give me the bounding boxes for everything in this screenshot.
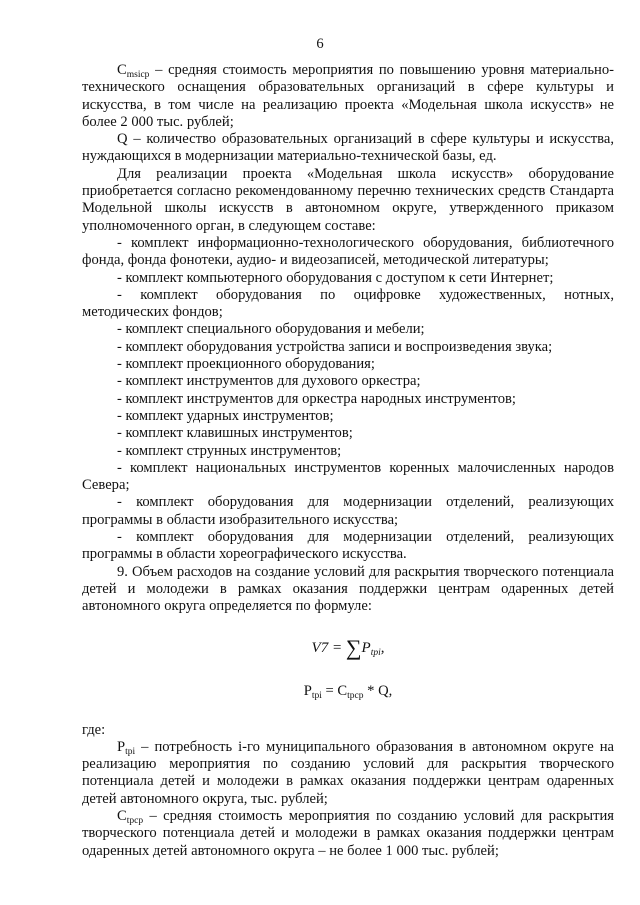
page-number: 6 [316, 36, 324, 52]
list-item: - комплект проекционного оборудования; [117, 356, 375, 373]
formula-tail: , [380, 639, 385, 656]
definition-text: – потребность i-го муниципального образования в автономном округе на реализацию мероприятия по созданию условий для раскрытия творческого потенциала детей и молодежи в рамках оказания поддержки центрам одаренных детей автономного округа, тыс. рублей; [82, 738, 614, 807]
list-item: - комплект информационно-технологического оборудования, библиотечного фонда, фонда фонотеки, аудио- и видеозаписей, методической литературы; [82, 234, 614, 269]
list-item: - комплект национальных инструментов коренных малочисленных народов Севера; [82, 459, 614, 494]
paragraph-q-definition: Q – количество образовательных организаций в сфере культуры и искусства, нуждающихся в модернизации материально-технической базы, ед. [82, 131, 614, 165]
formula-v7 [82, 626, 614, 670]
paragraph-model-school: Для реализации проекта «Модельная школа искусств» оборудование приобретается согласно рекомендованному перечню технических средств Стандарта Модельной школы искусств в автономном округе, утвержденного приказом уполномоченного орган, в следующем составе: [82, 165, 614, 234]
list-item: - комплект оборудования устройства записи и воспроизведения звука; [117, 338, 553, 355]
document-body [82, 62, 614, 860]
list-item: - комплект компьютерного оборудования с доступом к сети Интернет; [117, 269, 554, 286]
formula-p: P [303, 682, 312, 699]
list-item: - комплект специального оборудования и мебели; [117, 321, 425, 338]
subscript: msicp [126, 70, 150, 80]
list-item: - комплект инструментов для духового оркестра; [117, 373, 421, 390]
list-item: - комплект инструментов для оркестра народных инструментов; [117, 390, 516, 407]
list-item: - комплект оборудования по оцифровке художественных, нотных, методических фондов; [82, 286, 614, 321]
paragraph-ctpcp-definition [82, 808, 614, 860]
list-item: - комплект струнных инструментов; [117, 442, 342, 459]
subscript: tpi [125, 746, 136, 757]
formula-tail: * Q, [363, 682, 393, 699]
formula-subscript: tpi [370, 647, 381, 658]
list-item: - комплект ударных инструментов; [117, 407, 334, 424]
paragraph-ptpi-definition [82, 739, 614, 808]
definition-text: – средняя стоимость мероприятия по повышению уровня материально-технического оснащения образовательных организаций в сфере культуры и искусства, в том числе на реализацию проекта «Модельная школа искусств» не более 2 000 тыс. рублей; [82, 62, 614, 130]
equipment-list [82, 235, 614, 564]
formula-ptpi [82, 676, 614, 706]
paragraph-cmsicp-definition [82, 62, 614, 131]
formula-eq: = C [321, 682, 348, 699]
formula-c-subscript: tpcp [347, 690, 364, 701]
formula-p: P [361, 639, 371, 656]
symbol: C [117, 807, 127, 824]
where-label: где: [82, 721, 106, 738]
definition-text: – средняя стоимость мероприятия по созданию условий для раскрытия творческого потенциала детей и молодежи в рамках оказания поддержки центрам одаренных детей автономного округа – не более 1 000 тыс. рублей; [82, 807, 614, 859]
list-item: - комплект оборудования для модернизации отделений, реализующих программы в области хореографического искусства. [82, 529, 614, 563]
formula-p-subscript: tpi [311, 690, 322, 701]
symbol: P [117, 738, 126, 755]
list-item: - комплект клавишных инструментов; [117, 425, 353, 442]
sum-sign: ∑ [345, 634, 362, 660]
paragraph-item-9: 9. Объем расходов на создание условий для раскрытия творческого потенциала детей и молодежи в рамках оказания поддержки центрам одаренных детей автономного округа определяется по формуле: [82, 563, 614, 615]
list-item: - комплект оборудования для модернизации отделений, реализующих программы в области изобразительного искусства; [82, 494, 614, 528]
symbol: C [117, 62, 127, 78]
subscript: tpcp [126, 815, 144, 826]
formula-lhs: V7 = [311, 639, 346, 656]
